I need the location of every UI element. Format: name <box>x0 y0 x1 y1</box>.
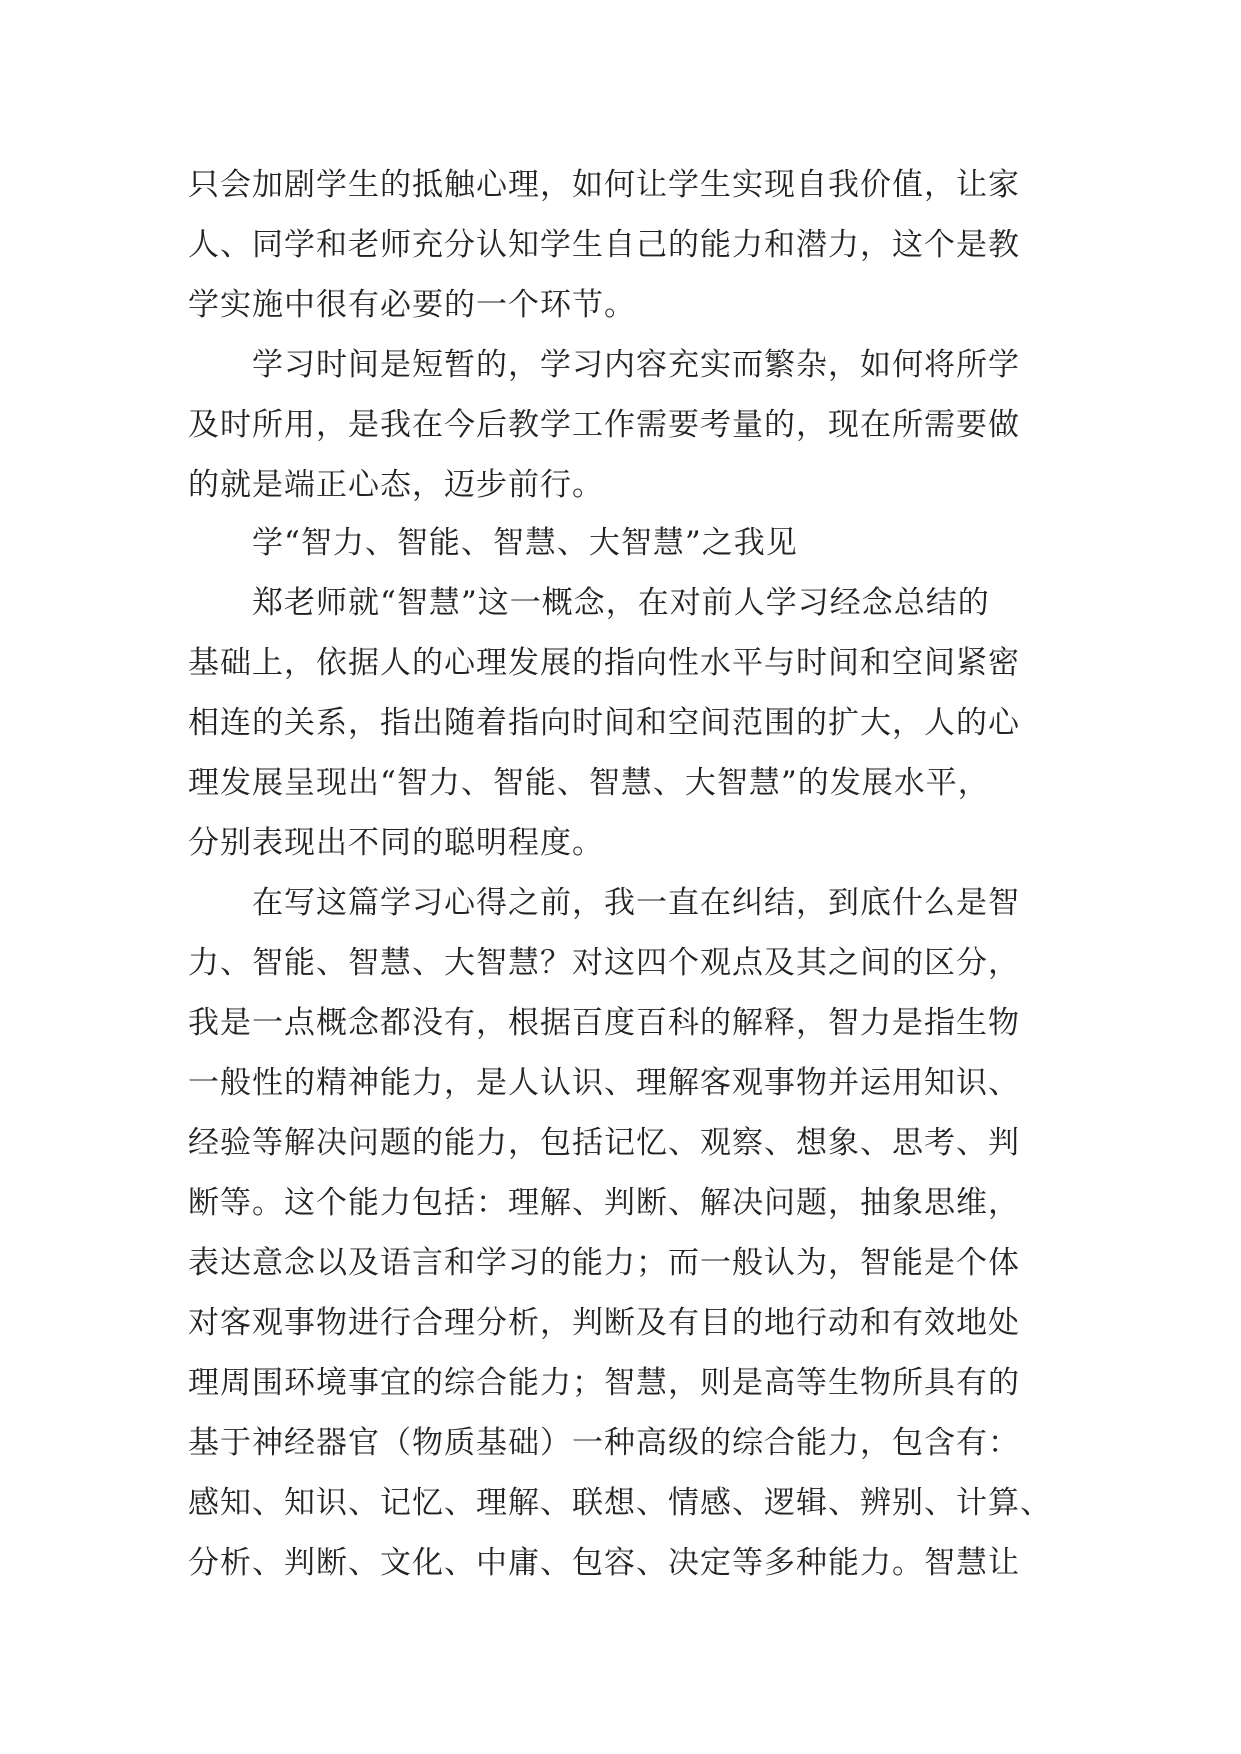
text-line: 对客观事物进行合理分析，判断及有目的地行动和有效地处 <box>188 1305 1020 1341</box>
text-line: 一般性的精神能力，是人认识、理解客观事物并运用知识、 <box>188 1065 1020 1101</box>
text-line: 学实施中很有必要的一个环节。 <box>188 287 636 323</box>
text-line: 只会加剧学生的抵触心理，如何让学生实现自我价值，让家 <box>188 167 1020 203</box>
text-line: 我是一点概念都没有，根据百度百科的解释，智力是指生物 <box>188 1005 1020 1041</box>
text-line: 理周围环境事宜的综合能力；智慧，则是高等生物所具有的 <box>188 1365 1020 1401</box>
text-line: 在写这篇学习心得之前，我一直在纠结，到底什么是智 <box>252 885 1020 921</box>
text-line: 人、同学和老师充分认知学生自己的能力和潜力，这个是教 <box>188 227 1020 263</box>
text-line: 理发展呈现出“智力、智能、智慧、大智慧”的发展水平， <box>188 765 990 801</box>
text-line: 分析、判断、文化、中庸、包容、决定等多种能力。智慧让 <box>188 1545 1020 1581</box>
text-line: 及时所用，是我在今后教学工作需要考量的，现在所需要做 <box>188 407 1020 443</box>
text-line: 郑老师就“智慧”这一概念，在对前人学习经念总结的 <box>252 585 990 621</box>
text-line: 感知、知识、记忆、理解、联想、情感、逻辑、辨别、计算、 <box>188 1485 1052 1521</box>
text-line: 基于神经器官（物质基础）一种高级的综合能力，包含有： <box>188 1425 1020 1461</box>
text-line: 相连的关系，指出随着指向时间和空间范围的扩大，人的心 <box>188 705 1020 741</box>
text-line: 分别表现出不同的聪明程度。 <box>188 825 604 861</box>
text-line: 断等。这个能力包括：理解、判断、解决问题，抽象思维， <box>188 1185 1020 1221</box>
text-line: 表达意念以及语言和学习的能力；而一般认为，智能是个体 <box>188 1245 1020 1281</box>
text-line: 经验等解决问题的能力，包括记忆、观察、想象、思考、判 <box>188 1125 1020 1161</box>
section-heading: 学“智力、智能、智慧、大智慧”之我见 <box>252 525 798 561</box>
text-line: 学习时间是短暂的，学习内容充实而繁杂，如何将所学 <box>252 347 1020 383</box>
text-line: 力、智能、智慧、大智慧？对这四个观点及其之间的区分， <box>188 945 1020 981</box>
text-line: 的就是端正心态，迈步前行。 <box>188 467 604 503</box>
text-line: 基础上，依据人的心理发展的指向性水平与时间和空间紧密 <box>188 645 1020 681</box>
